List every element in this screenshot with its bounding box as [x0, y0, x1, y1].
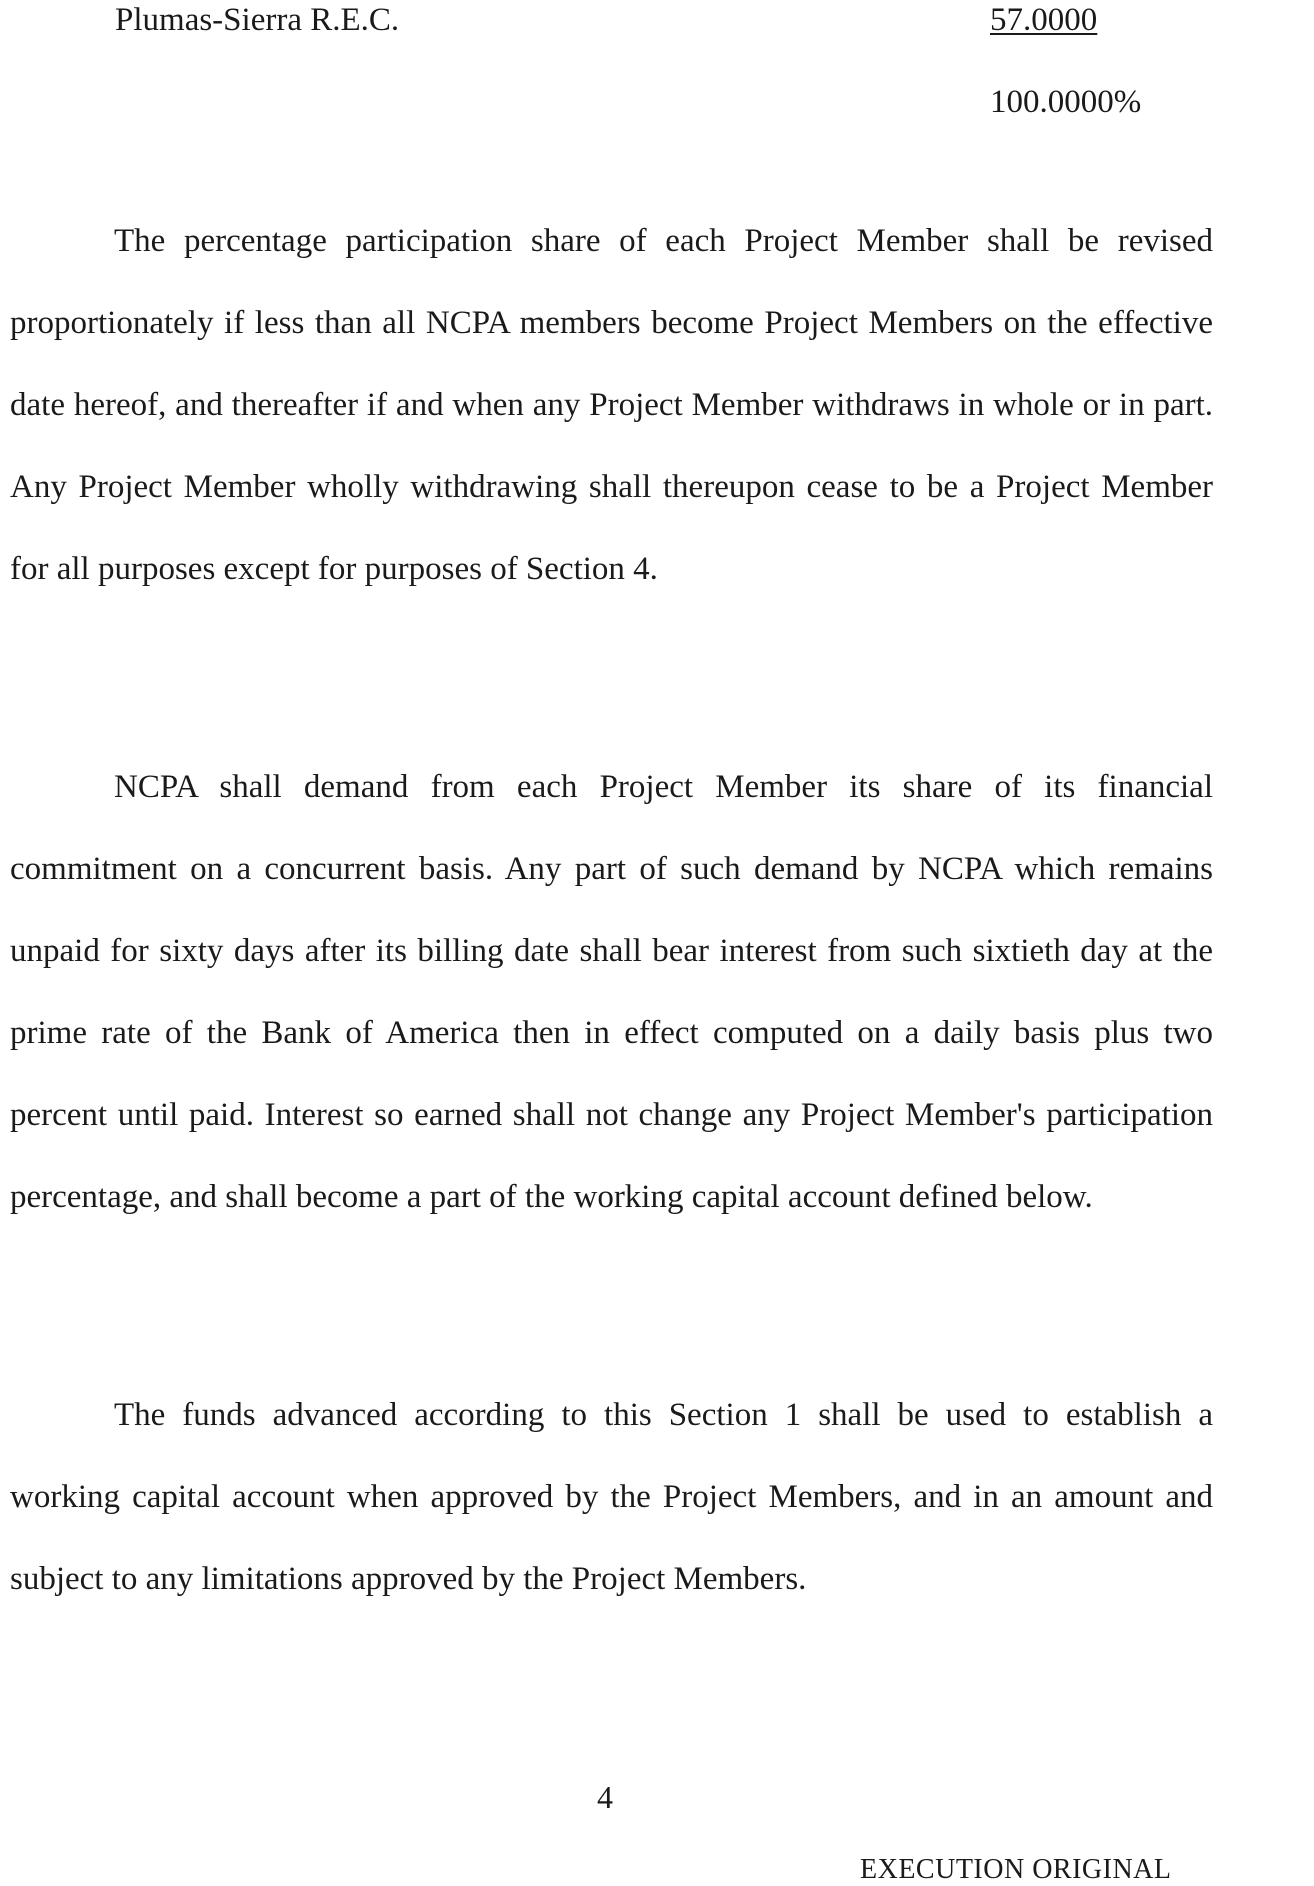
member-name: Plumas-Sierra R.E.C. — [115, 2, 400, 38]
member-share: 57.0000 — [990, 2, 1098, 38]
paragraph-demand: NCPA shall demand from each Project Member its share of its financial commitment on a concurrent basis. Any part of such demand by NCPA which remains unpaid for sixty days after its billing date shall bear interest from such sixtieth day at the prime rate of the Bank of America then in effect computed on a daily basis plus two percent until paid. Interest so earned shall not change any Project Member's participation percentage, and shall become a part of the working capital account defined below. — [10, 769, 1213, 1215]
footer-label: EXECUTION ORIGINAL — [860, 1854, 1172, 1885]
paragraph-working-capital: The funds advanced according to this Section 1 shall be used to establish a working capital account when approved by the Project Members, and in an amount and subject to any limitations approved by the Project Members. — [10, 1397, 1213, 1597]
page-number: 4 — [597, 1779, 613, 1815]
total-share: 100.0000% — [990, 84, 1142, 120]
paragraph-revision: The percentage participation share of each Project Member shall be revised proportionately if less than all NCPA members become Project Members on the effective date hereof, and thereafter if and when any Project Member withdraws in whole or in part. Any Project Member wholly withdrawing shall thereupon cease to be a Project Member for all purposes except for purposes of Section 4. — [10, 223, 1213, 587]
